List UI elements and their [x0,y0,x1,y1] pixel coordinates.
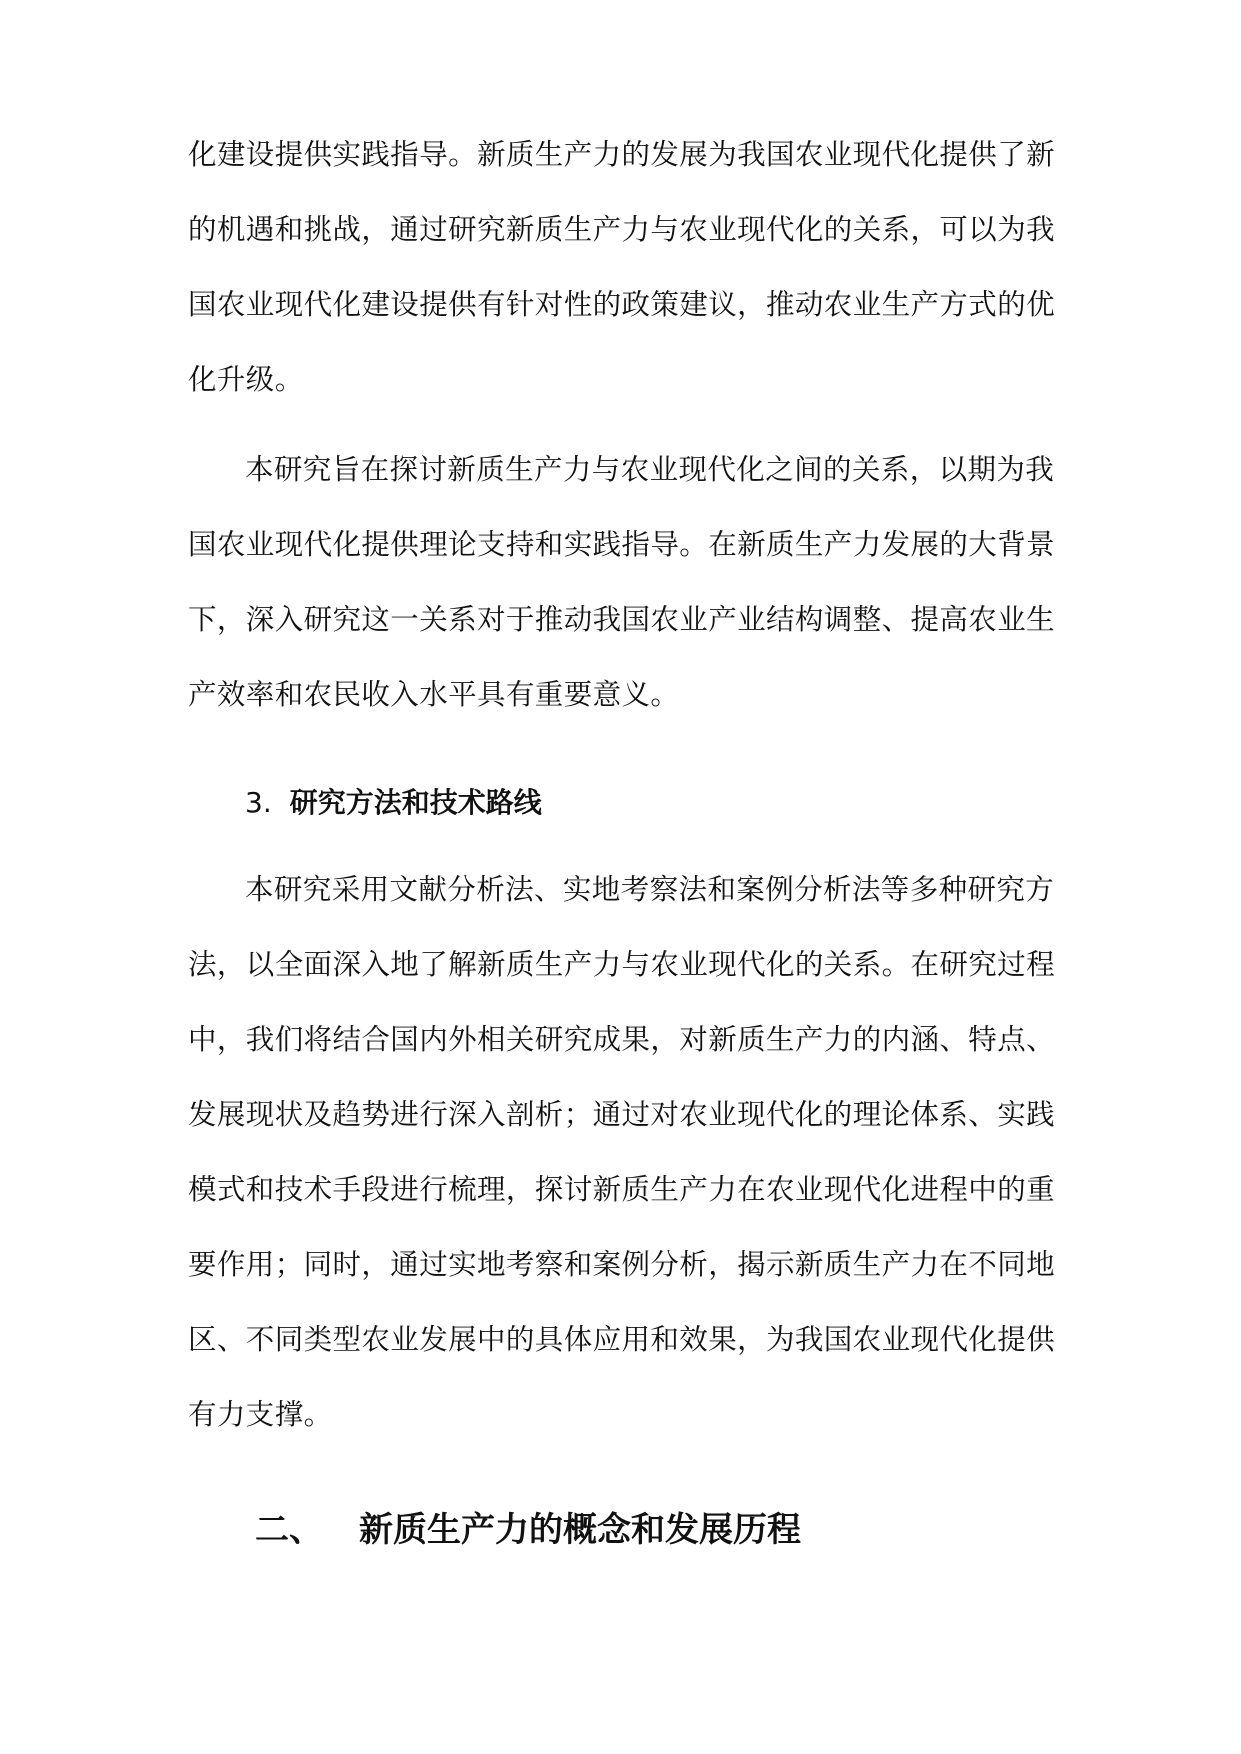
paragraph-line: 发展现状及趋势进行深入剖析；通过对农业现代化的理论体系、实践 [188,1098,1056,1131]
paragraph-line: 本研究旨在探讨新质生产力与农业现代化之间的关系，以期为我 [245,453,1055,486]
paragraph-line: 区、不同类型农业发展中的具体应用和效果，为我国农业现代化提供 [188,1323,1056,1356]
paragraph-line: 模式和技术手段进行梳理，探讨新质生产力在农业现代化进程中的重 [188,1173,1056,1206]
paragraph-line: 有力支撑。 [188,1398,333,1431]
chapter-number: 二、 [255,1510,323,1550]
paragraph-line: 本研究采用文献分析法、实地考察法和案例分析法等多种研究方 [245,873,1055,906]
paragraph-line: 化升级。 [188,363,304,396]
paragraph-line: 产效率和农民收入水平具有重要意义。 [188,678,680,711]
chapter-title: 新质生产力的概念和发展历程 [359,1510,801,1550]
paragraph-line: 要作用；同时，通过实地考察和案例分析，揭示新质生产力在不同地 [188,1248,1056,1281]
paragraph-line: 化建设提供实践指导。新质生产力的发展为我国农业现代化提供了新 [188,138,1056,171]
paragraph-line: 的机遇和挑战，通过研究新质生产力与农业现代化的关系，可以为我 [188,213,1056,246]
section-title: 研究方法和技术路线 [289,786,542,819]
paragraph-line: 国农业现代化提供理论支持和实践指导。在新质生产力发展的大背景 [188,528,1056,561]
chapter-heading [255,1505,801,1555]
paragraph-line: 国农业现代化建设提供有针对性的政策建议，推动农业生产方式的优 [188,288,1056,321]
paragraph-line: 法，以全面深入地了解新质生产力与农业现代化的关系。在研究过程 [188,948,1056,981]
paragraph-line: 下，深入研究这一关系对于推动我国农业产业结构调整、提高农业生 [188,603,1056,636]
section-number: 3. [245,786,272,819]
section-heading [245,783,542,823]
paragraph-line: 中，我们将结合国内外相关研究成果，对新质生产力的内涵、特点、 [188,1023,1056,1056]
